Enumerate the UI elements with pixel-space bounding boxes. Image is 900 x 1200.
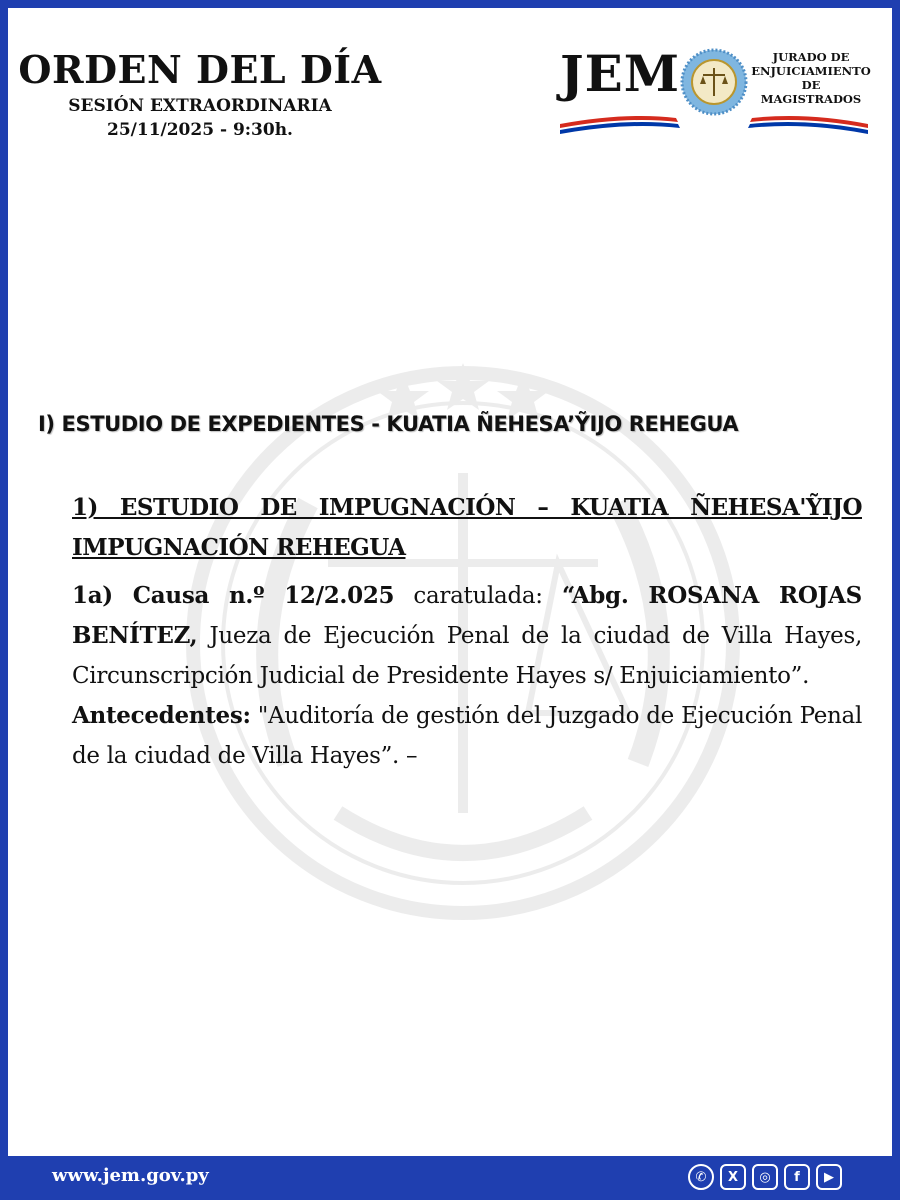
case-name: “Abg. ROSANA ROJAS BENÍTEZ, <box>72 582 862 649</box>
jem-logo <box>556 44 876 139</box>
x-icon[interactable]: X <box>720 1164 746 1190</box>
session-datetime: 25/11/2025 - 9:30h. <box>107 120 293 140</box>
whatsapp-icon[interactable]: ✆ <box>688 1164 714 1190</box>
instagram-icon[interactable]: ◎ <box>752 1164 778 1190</box>
page-title: ORDEN DEL DÍA <box>18 47 382 92</box>
case-paragraph: 1a) Causa n.º 12/2.025 caratulada: “Abg. ROSANA ROJAS BENÍTEZ, Jueza de Ejecución Penal de la ciudad de Villa Hayes, Circunscripción Judicial de Presidente Hayes s/ Enjuiciamiento”. <box>72 582 862 689</box>
footer-bar <box>0 1156 900 1200</box>
case-number: 1a) Causa n.º 12/2.025 <box>72 582 395 609</box>
logo-institution-name: JURADO DE ENJUICIAMIENTO DE MAGISTRADOS <box>751 50 871 106</box>
antecedentes-label: Antecedentes: <box>72 702 251 729</box>
logo-acronym: JEM <box>560 44 681 103</box>
case-description: Jueza de Ejecución Penal de la ciudad de Villa Hayes, Circunscripción Judicial de Presidente Hayes s/ Enjuiciamiento”. <box>72 623 862 689</box>
section-heading: I) ESTUDIO DE EXPEDIENTES - KUATIA ÑEHESA’ỸIJO REHEGUA <box>38 412 739 436</box>
social-icons <box>688 1164 842 1190</box>
flag-stripes-icon <box>556 106 872 136</box>
antecedentes-paragraph <box>72 696 862 776</box>
session-type: SESIÓN EXTRAORDINARIA <box>68 96 332 116</box>
header-title-block <box>8 46 392 142</box>
agenda-item <box>72 488 862 776</box>
website-link[interactable]: www.jem.gov.py <box>52 1165 209 1186</box>
youtube-icon[interactable]: ▶ <box>816 1164 842 1190</box>
document-page <box>8 8 892 1156</box>
facebook-icon[interactable]: f <box>784 1164 810 1190</box>
antecedentes-text: "Auditoría de gestión del Juzgado de Ejecución Penal de la ciudad de Villa Hayes”. – <box>72 703 862 769</box>
item-heading: 1) ESTUDIO DE IMPUGNACIÓN – KUATIA ÑEHESA'ỸIJO IMPUGNACIÓN REHEGUA <box>72 494 862 561</box>
